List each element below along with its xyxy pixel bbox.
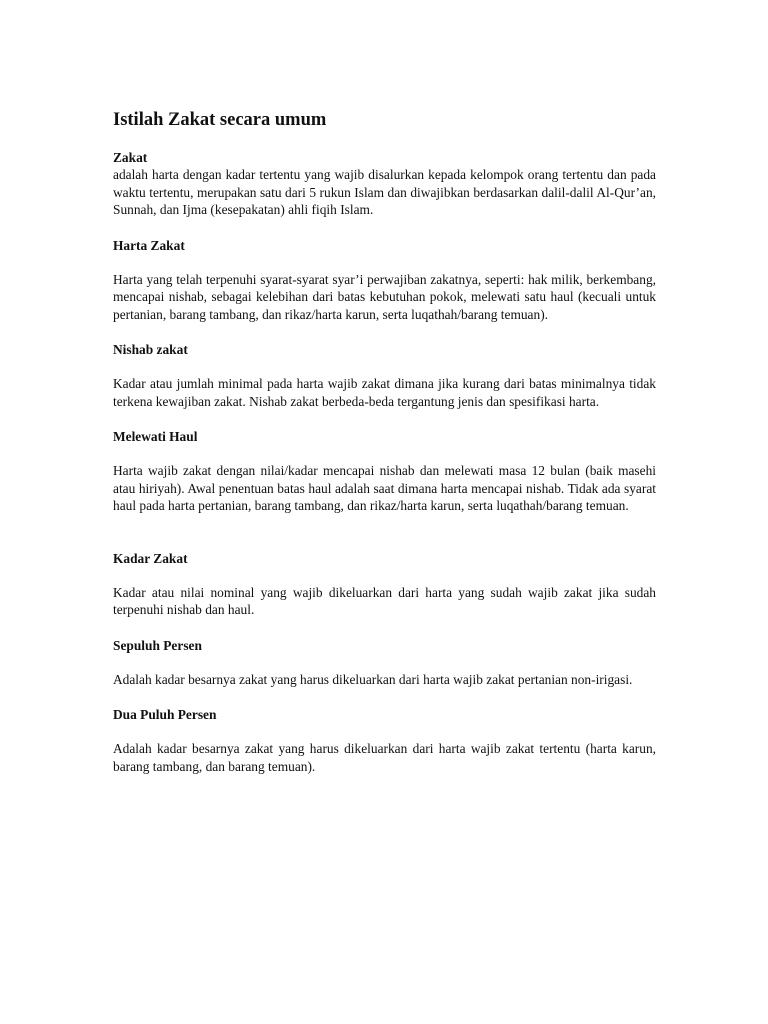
section-harta-zakat [113, 237, 656, 324]
document-page [113, 108, 656, 775]
document-title: Istilah Zakat secara umum [113, 110, 327, 130]
section-nishab-zakat [113, 341, 656, 410]
section-dua-puluh-persen [113, 706, 656, 775]
section-heading: Sepuluh Persen [113, 637, 202, 653]
section-melewati-haul [113, 428, 656, 515]
section-heading: Dua Puluh Persen [113, 707, 217, 722]
section-heading: Nishab zakat [113, 342, 188, 357]
section-body: Adalah kadar besarnya zakat yang harus dikeluarkan dari harta wajib zakat pertanian non-irigasi. [113, 671, 633, 687]
section-body: adalah harta dengan kadar tertentu yang wajib disalurkan kepada kelompok orang tertentu dan pada waktu tertentu, merupakan satu dari 5 rukun Islam dan diwajibkan berdasarkan dalil-dalil Al-Qur’an, Sunnah, dan Ijma (kesepakatan) ahli fiqih Islam. [113, 167, 656, 217]
section-sepuluh-persen [113, 637, 656, 689]
section-heading: Kadar Zakat [113, 550, 188, 566]
section-zakat [113, 149, 656, 219]
section-kadar-zakat [113, 550, 656, 619]
section-body: Harta yang telah terpenuhi syarat-syarat syar’i perwajiban zakatnya, seperti: hak milik, berkembang, mencapai nishab, sebagai kelebihan dari batas kebutuhan pokok, melewati satu haul (kecuali untuk pertanian, barang tambang, dan rikaz/harta karun, serta luqathah/barang temuan). [113, 271, 656, 322]
section-heading: Melewati Haul [113, 429, 198, 444]
section-body: Kadar atau jumlah minimal pada harta wajib zakat dimana jika kurang dari batas minimalnya tidak terkena kewajiban zakat. Nishab zakat berbeda-beda tergantung jenis dan spesifikasi harta. [113, 376, 656, 409]
section-body: Adalah kadar besarnya zakat yang harus dikeluarkan dari harta wajib zakat tertentu (harta karun, barang tambang, dan barang temuan). [113, 741, 656, 774]
section-heading: Harta Zakat [113, 237, 185, 253]
section-heading: Zakat [113, 150, 148, 165]
section-body: Harta wajib zakat dengan nilai/kadar mencapai nishab dan melewati masa 12 bulan (baik masehi atau hiriyah). Awal penentuan batas haul adalah saat dimana harta mencapai nishab. Tidak ada syarat haul pada harta pertanian, barang tambang, dan rikaz/harta karun, serta luqathah/barang temuan. [113, 463, 656, 513]
section-body: Kadar atau nilai nominal yang wajib dikeluarkan dari harta yang sudah wajib zakat jika sudah terpenuhi nishab dan haul. [113, 584, 656, 617]
